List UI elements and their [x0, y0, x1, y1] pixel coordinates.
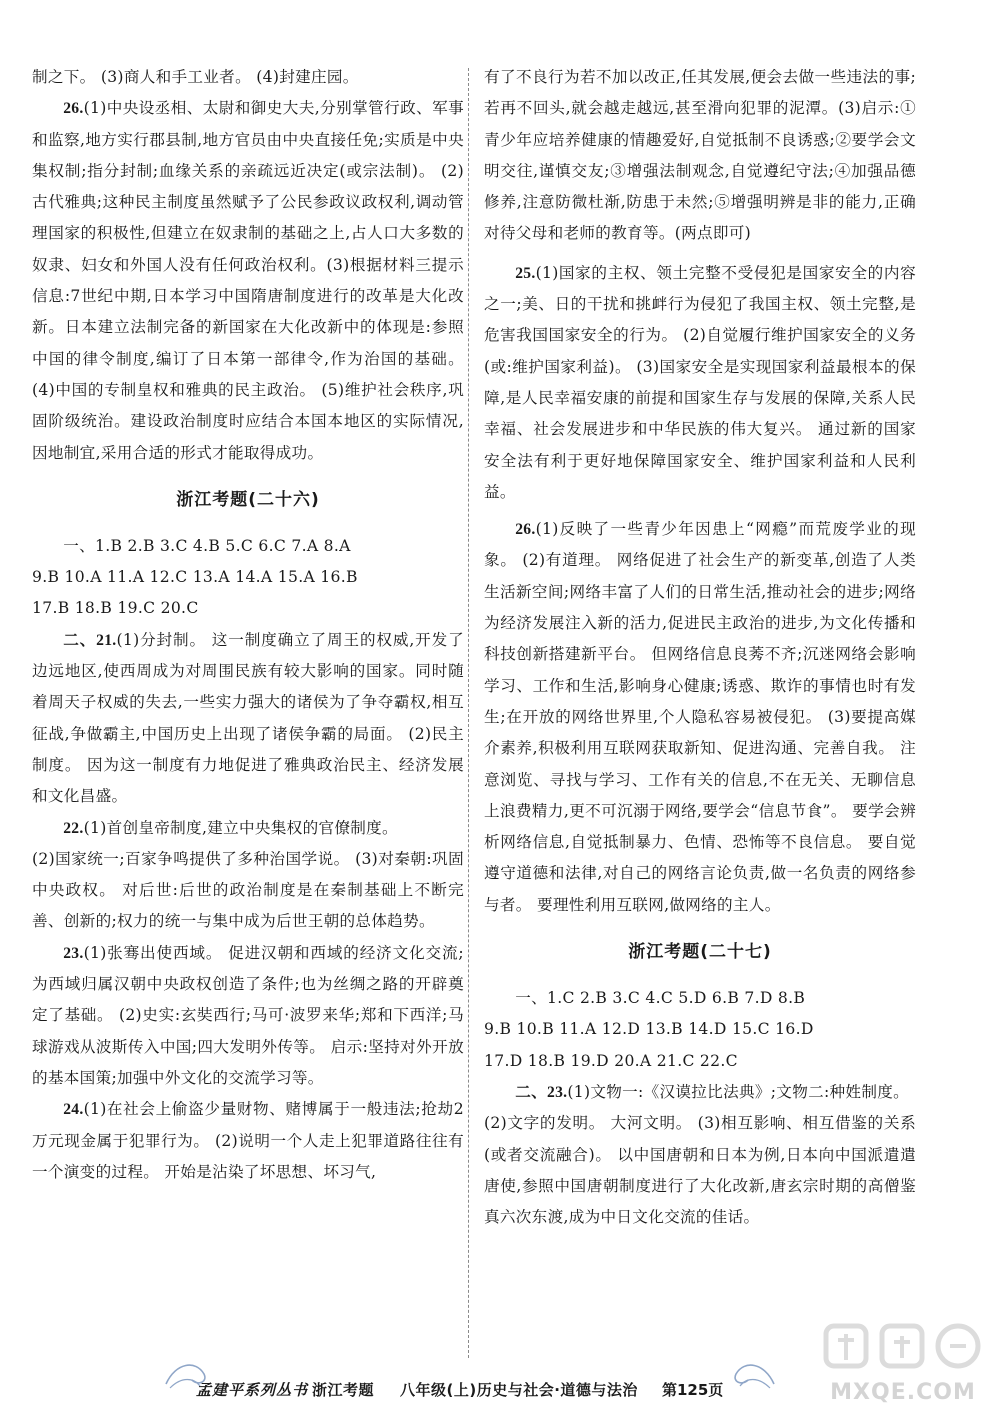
question-number: 23.	[63, 944, 84, 962]
answer-text: (1)反映了一些青少年因患上“网瘾”而荒废学业的现象。 (2)有道理。 网络促进了社会生产的新变革,创造了人类生活新空间;网络丰富了人们的日常生活,推动社会的进步;网络为经济发展注入新的活力,促进民主政治的进步,为文化传播和科技创新搭建新平台。 但网络信息良莠不齐;沉迷网络会影响学习、工作和生活,影响身心健康;诱惑、欺诈的事情也时有发生;在开放的网络世界里,个人隐私容易被侵犯。 (3)要提高媒介素养,积极利用互联网获取新知、促进沟通、完善自我。 注意浏览、寻找与学习、工作有关的信息,不在无关、无聊信息上浪费精力,更不可沉溺于网络,要学会“信息节食”。 要学会辨析网络信息,自觉抵制暴力、色情、恐怖等不良信息。 要自觉遵守道德和法律,对自己的网络言论负责,做一名负责的网络参与者。 要理性利用互联网,做网络的主人。	[484, 520, 916, 914]
answer-23-part2	[484, 1077, 916, 1108]
question-number: 26.	[63, 100, 84, 118]
continued-paragraph: 制之下。 (3)商人和手工业者。 (4)封建庄园。	[32, 68, 359, 86]
answer-24	[32, 1094, 464, 1188]
mc-line: 17.D 18.B 19.D 20.A 21.C 22.C	[484, 1051, 738, 1070]
mc-line: 17.B 18.B 19.C 20.C	[32, 599, 199, 618]
mc-line: 9.B 10.B 11.A 12.D 13.B 14.D 15.C 16.D	[484, 1020, 814, 1039]
answer-25	[484, 258, 916, 508]
section-title-27: 浙江考题(二十七)	[628, 942, 772, 963]
right-column	[484, 62, 916, 1233]
answer-26-history	[32, 93, 464, 469]
answer-22	[32, 813, 464, 844]
multiple-choice-answers	[484, 983, 916, 1077]
left-column	[32, 62, 464, 1188]
mc-line: 9.B 10.A 11.A 12.C 13.A 14.A 15.A 16.B	[32, 568, 358, 587]
answer-21	[32, 625, 464, 813]
question-number: 22.	[63, 819, 84, 837]
answer-text: (1)文物一:《汉谟拉比法典》;文物二:种姓制度。	[567, 1082, 910, 1101]
mc-line: 一、1.B 2.B 3.C 4.B 5.C 6.C 7.A 8.A	[63, 536, 351, 555]
question-number: 26.	[515, 521, 536, 539]
question-number: 24.	[63, 1101, 84, 1119]
multiple-choice-answers	[32, 531, 464, 625]
watermark-logo-icon	[818, 1318, 988, 1378]
grade-subject: 八年级(上)历史与社会·道德与法治	[400, 1381, 638, 1399]
question-number: 二、21.	[63, 631, 117, 649]
mc-line: 一、1.C 2.B 3.C 4.C 5.D 6.B 7.D 8.B	[515, 989, 806, 1008]
answer-23	[32, 938, 464, 1094]
answer-22-continued: (2)国家统一;百家争鸣提供了多种治国学说。 (3)对秦朝:巩固中央政权。 对后世:后世的政治制度是在秦制基础上不断完善、创新的;权力的统一与集中成为后世王朝的总体趋势。	[32, 849, 464, 931]
answer-text: (1)首创皇帝制度,建立中央集权的官僚制度。	[83, 818, 398, 837]
answer-text: (1)在社会上偷盗少量财物、赌博属于一般违法;抢劫2万元现金属于犯罪行为。 (2)说明一个人走上犯罪道路往往有一个演变的过程。 开始是沾染了坏思想、坏习气,	[32, 1100, 464, 1181]
answer-text: (1)国家的主权、领土完整不受侵犯是国家安全的内容之一;美、日的干扰和挑衅行为侵犯了我国主权、领土完整,是危害我国国家安全的行为。 (2)自觉履行维护国家安全的义务(或:维护国家利益)。 (3)国家安全是实现国家利益最根本的保障,是人民幸福安康的前提和国家生存与发展的保障,关系人民幸福、社会发展进步和中华民族的伟大复兴。 通过新的国家安全法有利于更好地保障国家安全、维护国家利益和人民利益。	[484, 263, 916, 501]
series-name: 孟建平系列丛书	[196, 1381, 309, 1399]
answer-26	[484, 514, 916, 921]
answer-text: (1)中央设丞相、太尉和御史大夫,分别掌管行政、军事和监察,地方实行郡县制,地方官员由中央直接任免;实质是中央集权制;指分封制;血缘关系的亲疏远近决定(或宗法制)。 (2)古代雅典;这种民主制度虽然赋予了公民参政议政权利,调动管理国家的积极性,但建立在奴隶制的基础之上,占人口大多数的奴隶、妇女和外国人没有任何政治权利。(3)根据材料三提示信息:7世纪中期,日本学习中国隋唐制度进行的改革是大化改新。日本建立法制完备的新国家在大化改新中的体现是:参照中国的律令制度,编订了日本第一部律令,作为治国的基础。 (4)中国的专制皇权和雅典的民主政治。 (5)维护社会秩序,巩固阶级统治。建设政治制度时应结合本国本地区的实际情况,因地制宜,采用合适的形式才能取得成功。	[32, 99, 464, 462]
column-divider	[468, 68, 469, 1358]
question-number: 25.	[515, 264, 536, 282]
answer-text: (1)分封制。 这一制度确立了周王的权威,开发了边远地区,使西周成为对周围民族有较大影响的国家。同时随着周天子权威的失去,一些实力强大的诸侯为了争夺霸权,相互征战,争做霸主,中国历史上出现了诸侯争霸的局面。 (2)民主制度。 因为这一制度有力地促进了雅典政治民主、经济发展和文化昌盛。	[32, 630, 464, 806]
answer-text: (1)张骞出使西域。 促进汉朝和西域的经济文化交流;为西域归属汉朝中央政权创造了条件;也为丝绸之路的开辟奠定了基础。 (2)史实:玄奘西行;马可·波罗来华;郑和下西洋;马球游戏从波斯传入中国;四大发明外传等。 启示:坚持对外开放的基本国策;加强中外文化的交流学习等。	[32, 943, 464, 1087]
book-title: 浙江考题	[312, 1381, 375, 1399]
question-number: 二、23.	[515, 1083, 568, 1101]
section-title-26: 浙江考题(二十六)	[176, 489, 320, 510]
page-number: 第125页	[662, 1381, 724, 1399]
continued-paragraph: 有了不良行为若不加以改正,任其发展,便会去做一些违法的事;若再不回头,就会越走越远,甚至滑向犯罪的泥潭。(3)启示:①青少年应培养健康的情趣爱好,自觉抵制不良诱惑;②要学会文明交往,谨慎交友;③增强法制观念,自觉遵纪守法;④加强品德修养,注意防微杜渐,防患于未然;⑤增强明辨是非的能力,正确对待父母和老师的教育等。(两点即可)	[484, 68, 916, 243]
answer-23-continued: (2)文字的发明。 大河文明。 (3)相互影响、相互借鉴的关系(或者交流融合)。 以中国唐朝和日本为例,日本向中国派遣遣唐使,参照中国唐朝制度进行了大化改新,唐玄宗时期的高僧鉴真六次东渡,成为中日文化交流的佳话。	[484, 1114, 916, 1227]
watermark-text: MXQE.COM	[830, 1380, 976, 1405]
watermark	[818, 1318, 988, 1410]
